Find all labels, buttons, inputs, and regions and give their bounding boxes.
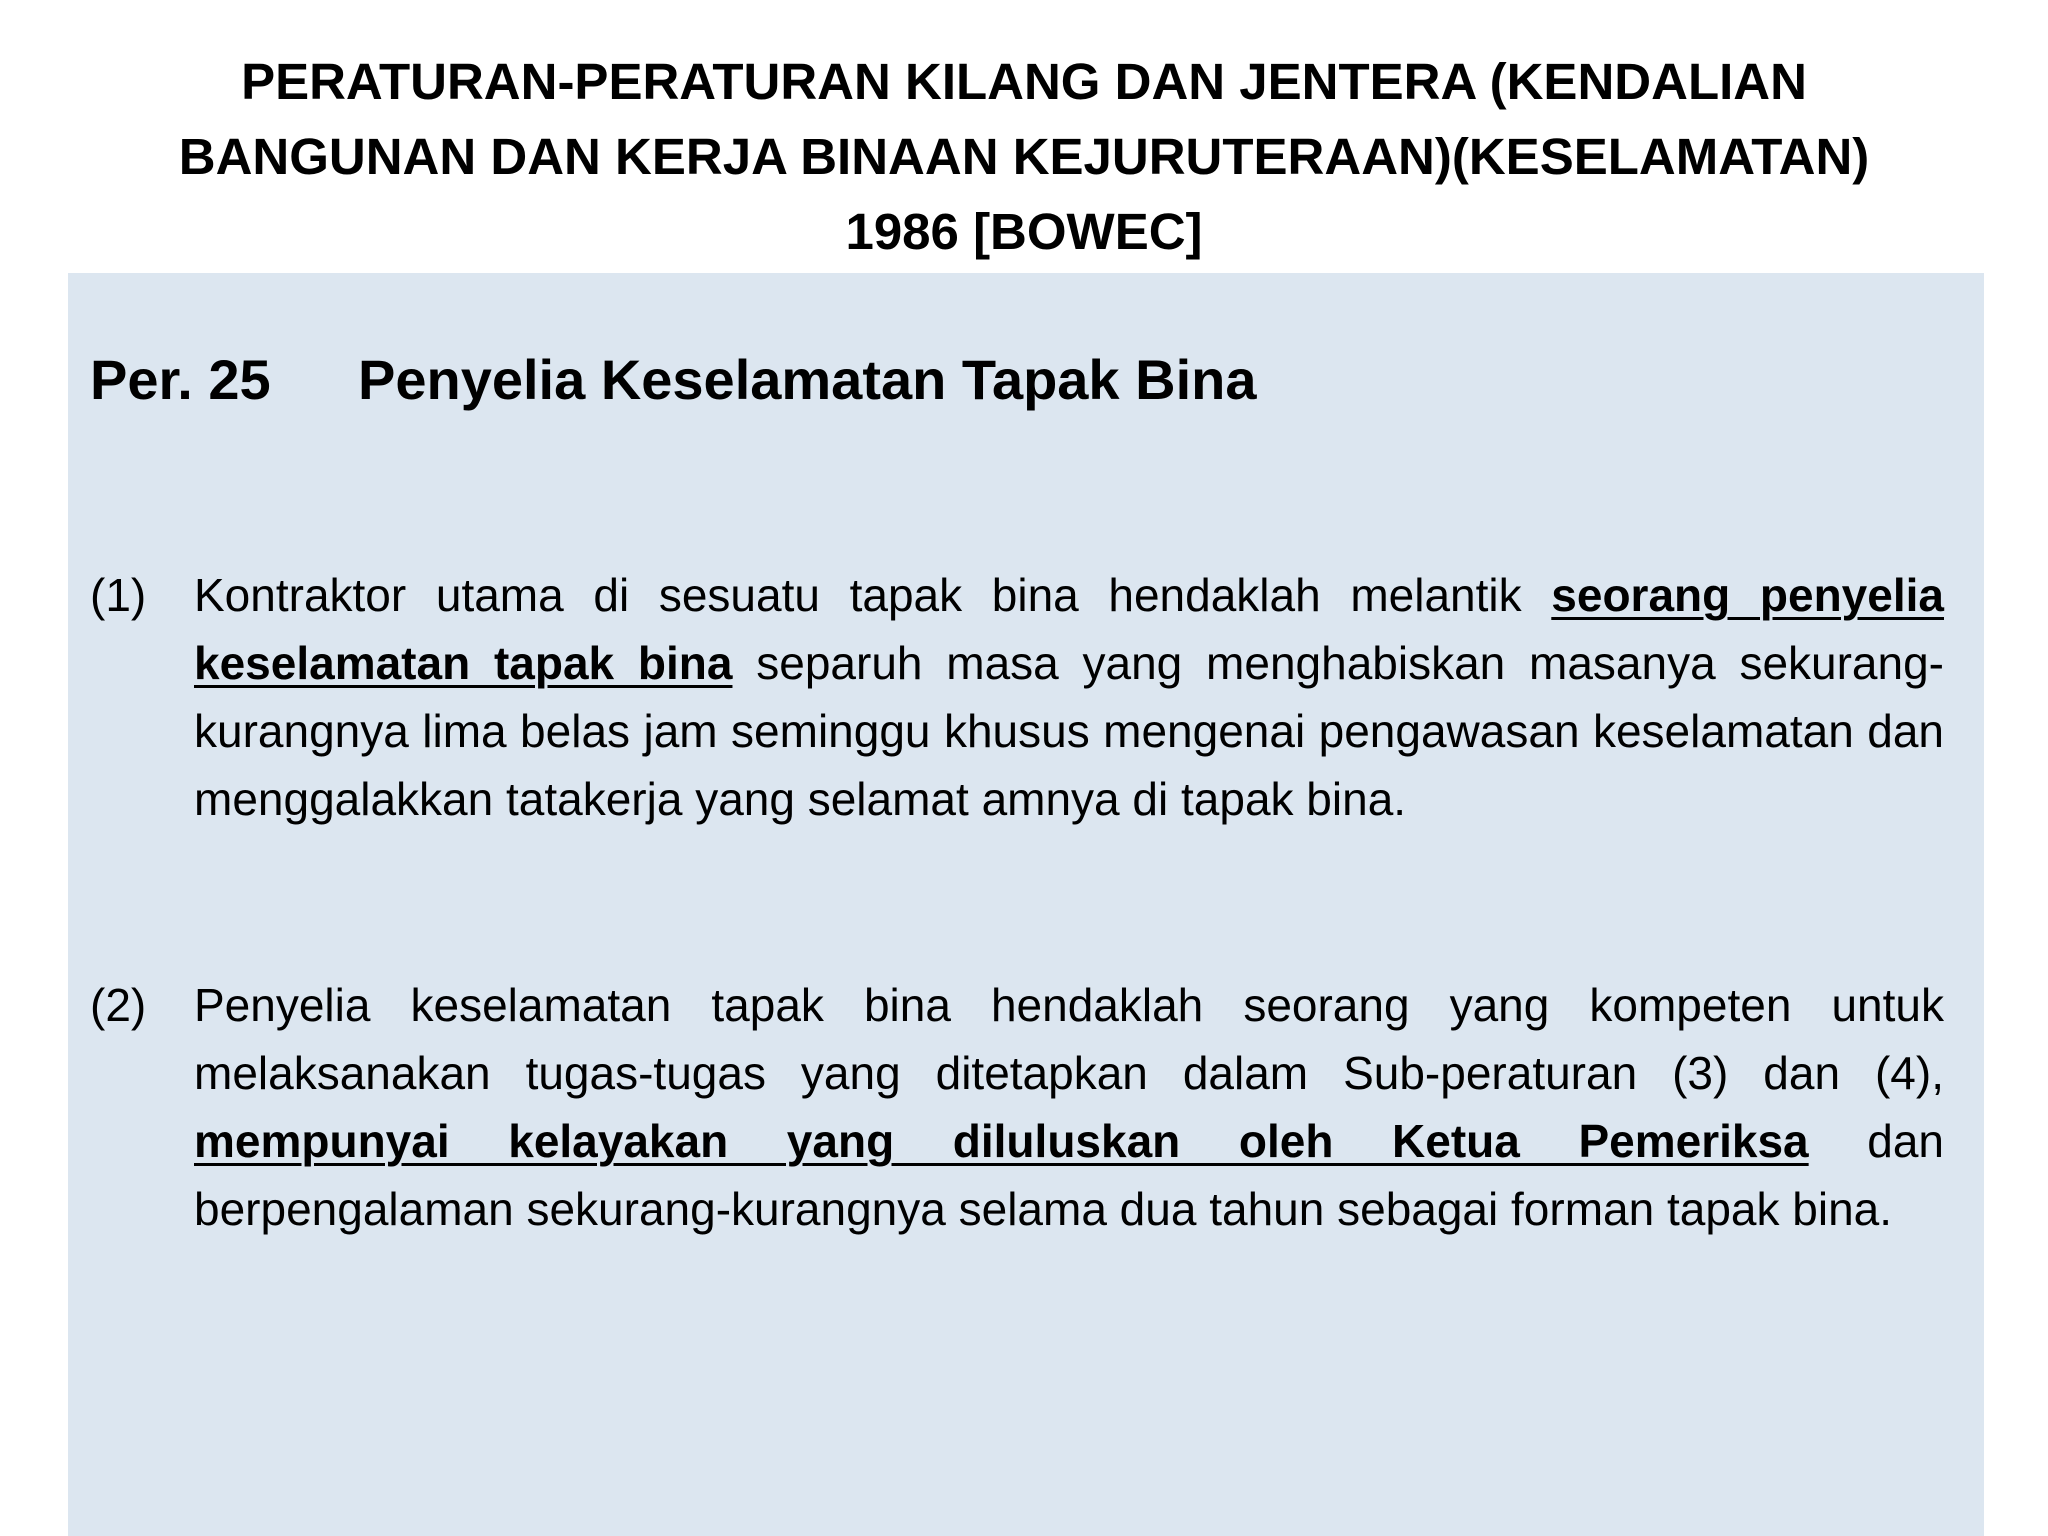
content-panel — [68, 273, 1984, 1536]
clause-text-before: Kontraktor utama di sesuatu tapak bina hendaklah melantik — [194, 569, 1552, 621]
clause-text-before: Penyelia keselamatan tapak bina hendaklah seorang yang kompeten untuk melaksanakan tugas-tugas yang ditetapkan dalam Sub-peraturan (3) dan (4), — [194, 979, 1944, 1099]
clause-text-after: separuh masa yang menghabiskan masanya sekurang-kurangnya lima belas jam seminggu khusus mengenai pengawasan keselamatan dan menggalakkan tatakerja yang selamat amnya di tapak bina. — [194, 637, 1944, 825]
title-line-3: 1986 [BOWEC] — [845, 203, 1203, 260]
clause-text — [194, 971, 1944, 1243]
clause-1 — [90, 561, 1944, 833]
clause-text — [194, 561, 1944, 833]
title-line-2: BANGUNAN DAN KERJA BINAAN KEJURUTERAAN)(KESELAMATAN) — [178, 128, 1870, 185]
clause-2 — [90, 971, 1944, 1243]
section-number: Per. 25 — [90, 348, 271, 411]
clause-emphasis: seorang penyelia keselamatan tapak bina — [194, 569, 1944, 689]
clause-number: (2) — [90, 979, 147, 1031]
section-heading — [90, 345, 1257, 415]
clause-emphasis: mempunyai kelayakan yang diluluskan oleh Ketua Pemeriksa — [194, 1115, 1809, 1167]
clause-text-after: dan berpengalaman sekurang-kurangnya selama dua tahun sebagai forman tapak bina. — [194, 1115, 1944, 1235]
clause-number: (1) — [90, 569, 147, 621]
page-title — [60, 44, 1988, 269]
title-line-1: PERATURAN-PERATURAN KILANG DAN JENTERA (KENDALIAN — [241, 53, 1807, 110]
section-title: Penyelia Keselamatan Tapak Bina — [358, 348, 1257, 411]
